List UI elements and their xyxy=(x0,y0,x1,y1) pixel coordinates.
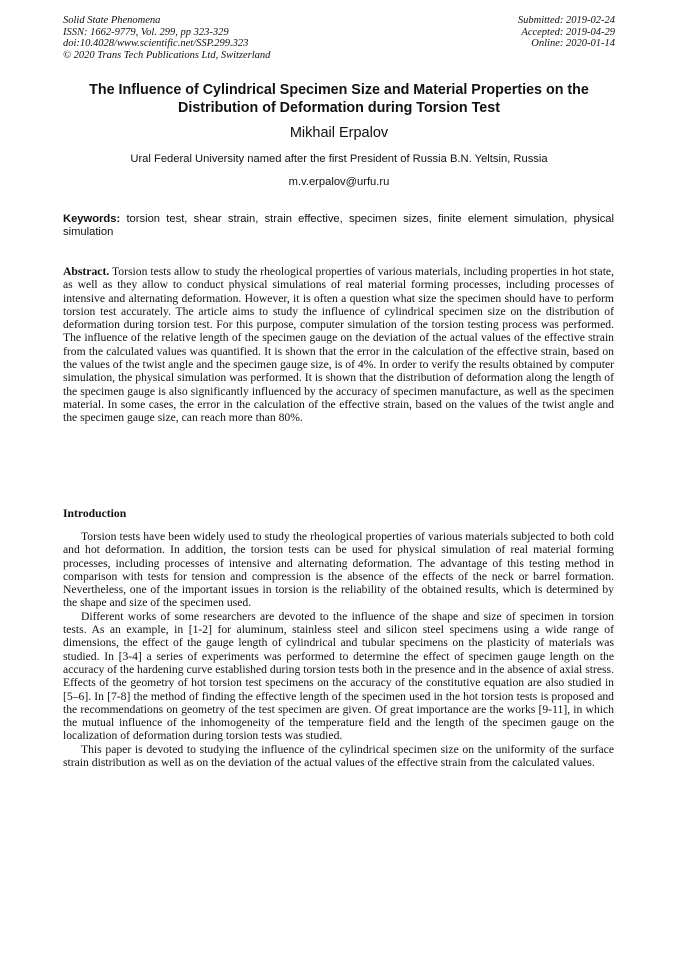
doi-line: doi:10.4028/www.scientific.net/SSP.299.323 xyxy=(63,38,249,50)
keywords-section xyxy=(63,213,614,239)
paper-title: The Influence of Cylindrical Specimen Size and Material Properties on the Distribution of Deformation during Torsion Test xyxy=(89,82,589,116)
abstract-section xyxy=(63,265,614,425)
introduction-body xyxy=(63,530,614,769)
intro-paragraph: This paper is devoted to studying the influence of the cylindrical specimen size on the uniformity of the surface strain distribution as well as on the deviation of the actual values of the effective strain from the calculated values. xyxy=(63,742,614,770)
author-affiliation: Ural Federal University named after the first President of Russia B.N. Yeltsin, Russia xyxy=(130,153,548,165)
journal-info xyxy=(63,15,270,61)
introduction-heading: Introduction xyxy=(63,507,127,520)
accepted-date: Accepted: 2019-04-29 xyxy=(521,26,615,38)
keywords-label: Keywords: xyxy=(63,213,121,225)
abstract-text: Torsion tests allow to study the rheological properties of various materials, including properties in hot state, as well as they allow to conduct physical simulations of real material forming processes, including processes of intensive and alternating deformation. However, it is often a question what size the specimen should have to perform torsion test accurately. The article aims to study the influence of cylindrical specimen size on the distribution of deformation during torsion test. For this purpose, computer simulation of the torsion testing process was performed. The influence of the relative length of the specimen gauge on the deviation of the actual values of the effective strain from the calculated values was quantified. It is shown that the error in the calculation of the effective strain, based on the values of the twist angle and the specimen gauge size, is of 4%. In order to verify the results obtained by computer simulation, the physical simulation was performed. It is shown that the distribution of deformation along the length of the specimen gauge is also significantly influenced by the accuracy of specimen manufacture, as well as the specimen material. In some cases, the error in the calculation of the effective strain, based on the values of the twist angle and the specimen gauge size, can reach more than 80%. xyxy=(63,265,615,425)
copyright-line: © 2020 Trans Tech Publications Ltd, Switzerland xyxy=(63,49,271,61)
journal-name: Solid State Phenomena xyxy=(63,15,161,26)
intro-paragraph: Torsion tests have been widely used to study the rheological properties of various materials subjected to both cold and hot deformation. In addition, the torsion tests can be used for physical simulation of real material forming processes, including processes of intensive and alternating deformation. The advantage of this testing method in comparison with tests for tension and compression is the absence of the effects of the neck or barrel formation. Nevertheless, one of the important issues in torsion is the reliability of the obtained results, which is determined by the shape and size of the specimen used. xyxy=(63,530,614,610)
abstract-label: Abstract. xyxy=(63,265,110,278)
author-name: Mikhail Erpalov xyxy=(289,125,389,141)
intro-paragraph: Different works of some researchers are devoted to the influence of the shape and size of specimen in torsion tests. As an example, in [1-2] for aluminum, stainless steel and silicon steel specimens using a wide range of dimensions, the effect of the gauge length of cylindrical and tubular specimens on the plasticity of materials was studied. In [3-4] a series of experiments was performed to determine the effect of specimen gauge length on the accuracy of the hardening curve established during torsion tests both in the presence and in the absence of axial stress. Effects of the geometry of hot torsion test specimens on the accuracy of the constitutive equation are also studied in [5–6]. In [7-8] the method of finding the effective length of the specimen used in the hot torsion tests is proposed and the recommendations on geometry of the test specimen are given. Of great importance are the works [9-11], in which the mutual influence of the inhomogeneity of the temperature field and the length of the specimen gauge on the localization of deformation during torsion tests was studied. xyxy=(63,609,614,743)
author-email: m.v.erpalov@urfu.ru xyxy=(288,176,390,188)
keywords-text: torsion test, shear strain, strain effective, specimen sizes, finite element simulation, physical simulation xyxy=(63,213,615,239)
submitted-date: Submitted: 2019-02-24 xyxy=(517,15,615,26)
issn-line: ISSN: 1662-9779, Vol. 299, pp 323-329 xyxy=(63,26,229,38)
publication-dates xyxy=(518,15,615,50)
online-date: Online: 2020-01-14 xyxy=(531,38,615,50)
